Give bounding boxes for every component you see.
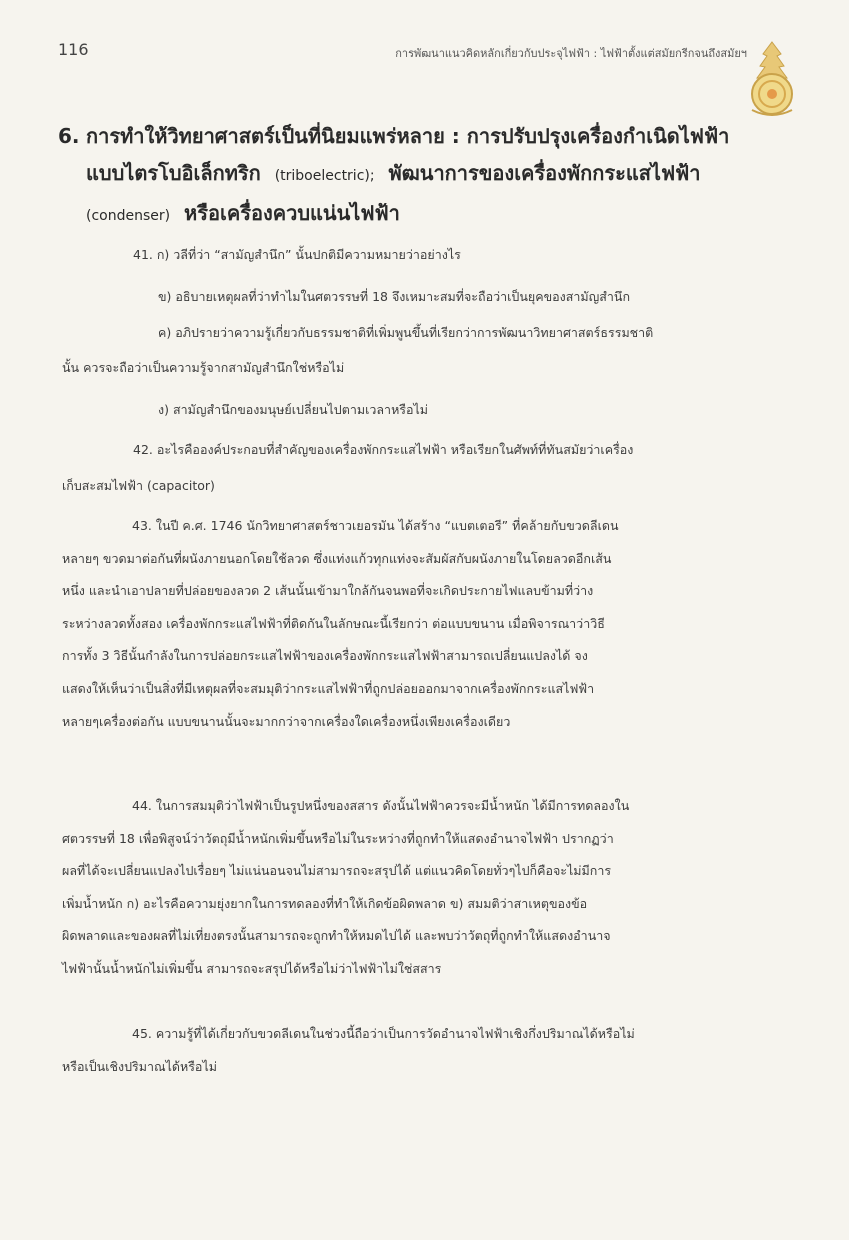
q44-line: 44. ในการสมมุติว่าไฟฟ้าเป็นรูปหนึ่งของสสาร ดังนั้นไฟฟ้าควรจะมีน้ำหนัก ได้มีการทดลองใน: [132, 798, 630, 813]
section-title-latin-2: (condenser): [86, 208, 171, 224]
section-heading: [58, 118, 798, 235]
institution-emblem-icon: [737, 40, 807, 118]
q43-line: หลายๆเครื่องต่อกัน แบบขนานนั้นจะมากกว่าจากเครื่องใดเครื่องหนึ่งเพียงเครื่องเดียว: [62, 713, 511, 729]
q43-line: 43. ในปี ค.ศ. 1746 นักวิทยาศาสตร์ชาวเยอรมัน ได้สร้าง “แบตเตอรี” ที่คล้ายกับขวดลีเดน: [132, 518, 619, 533]
q44-paragraph: [62, 790, 802, 986]
q42-line-2: เก็บสะสมไฟฟ้า (capacitor): [62, 478, 215, 493]
section-number: 6.: [58, 124, 80, 148]
section-title-line-3: หรือเครื่องควบแน่นไฟฟ้า: [184, 201, 400, 225]
q41-part-d: ง) สามัญสำนึกของมนุษย์เปลี่ยนไปตามเวลาหรือไม่: [158, 402, 429, 417]
q44-line: ศตวรรษที่ 18 เพื่อพิสูจน์ว่าวัตถุมีน้ำหนักเพิ่มขึ้นหรือไม่ในระหว่างที่ถูกทำให้แสดงอำนาจไฟฟ้า ปรากฏว่า: [62, 830, 614, 846]
q44-line: เพิ่มน้ำหนัก ก) อะไรคือความยุ่งยากในการทดลองที่ทำให้เกิดข้อผิดพลาด ข) สมมติว่าสาเหตุของข้อ: [62, 895, 588, 911]
q43-line: แสดงให้เห็นว่าเป็นสิ่งที่มีเหตุผลที่จะสมมุติว่ากระแสไฟฟ้าที่ถูกปล่อยออกมาจากเครื่องพักกระแสไฟฟ้า: [62, 680, 595, 696]
section-title-line-2b: พัฒนาการของเครื่องพักกระแสไฟฟ้า: [388, 161, 701, 185]
q44-line: ผลที่ได้จะเปลี่ยนแปลงไปเรื่อยๆ ไม่แน่นอนจนไม่สามารถจะสรุปได้ แต่แนวคิดโดยทั่วๆไปก็คือจะไม่มีการ: [62, 863, 612, 879]
q43-line: หนึ่ง และนำเอาปลายที่ปล่อยของลวด 2 เส้นนั้นเข้ามาใกล้กันจนพอที่จะเกิดประกายไฟแลบข้ามที่ว่าง: [62, 583, 594, 599]
section-title-line-2a: แบบไตรโบอิเล็กทริก: [86, 161, 261, 185]
page-number: 116: [58, 40, 89, 59]
q45-paragraph: [62, 1018, 802, 1083]
section-title-latin-1: (triboelectric);: [274, 168, 375, 184]
running-title: การพัฒนาแนวคิดหลักเกี่ยวกับประจุไฟฟ้า : ไฟฟ้าตั้งแต่สมัยกรีกจนถึงสมัยฯ: [395, 47, 747, 60]
q44-line: ไฟฟ้านั้นน้ำหนักไม่เพิ่มขึ้น สามารถจะสรุปได้หรือไม่ว่าไฟฟ้าไม่ใช่สสาร: [62, 960, 442, 976]
q44-line: ผิดพลาดและของผลที่ไม่เที่ยงตรงนั้นสามารถจะถูกทำให้หมดไปได้ และพบว่าวัตถุที่ถูกทำให้แสดงอำนาจ: [62, 928, 611, 944]
section-title-line-1: การทำให้วิทยาศาสตร์เป็นที่นิยมแพร่หลาย : การปรับปรุงเครื่องกำเนิดไฟฟ้า: [86, 124, 730, 148]
q41-part-b: ข) อธิบายเหตุผลที่ว่าทำไมในศตวรรษที่ 18 จึงเหมาะสมที่จะถือว่าเป็นยุคของสามัญสำนึก: [158, 289, 631, 304]
q41-part-c-line-1: ค) อภิปรายว่าความรู้เกี่ยวกับธรรมชาติที่เพิ่มพูนขึ้นที่เรียกว่าการพัฒนาวิทยาศาสตร์ธรรมชาติ: [158, 325, 654, 340]
q41-part-c-line-2: นั้น ควรจะถือว่าเป็นความรู้จากสามัญสำนึกใช่หรือไม่: [62, 360, 345, 375]
q41-part-a: 41. ก) วลีที่ว่า “สามัญสำนึก” นั้นปกติมีความหมายว่าอย่างไร: [133, 247, 461, 262]
q45-line: 45. ความรู้ที่ได้เกี่ยวกับขวดลีเดนในช่วงนี้ถือว่าเป็นการวัดอำนาจไฟฟ้าเชิงกึ่งปริมาณได้หรือไม่: [132, 1026, 635, 1041]
q45-line: หรือเป็นเชิงปริมาณได้หรือไม่: [62, 1058, 217, 1074]
q43-paragraph: [62, 510, 802, 738]
q43-line: การทั้ง 3 วิธีนั้นกำลังในการปล่อยกระแสไฟฟ้าของเครื่องพักกระแสไฟฟ้าสามารถเปลี่ยนแปลงได้ จง: [62, 648, 588, 664]
q43-line: ระหว่างลวดทั้งสอง เครื่องพักกระแสไฟฟ้าที่ติดกันในลักษณะนี้เรียกว่า ต่อแบบขนาน เมื่อพิจารณาว่าวิธี: [62, 615, 605, 631]
q42-line-1: 42. อะไรคือองค์ประกอบที่สำคัญของเครื่องพักกระแสไฟฟ้า หรือเรียกในศัพท์ที่ทันสมัยว่าเครื่อง: [133, 442, 634, 457]
q43-line: หลายๆ ขวดมาต่อกันที่ผนังภายนอกโดยใช้ลวด ซึ่งแท่งแก้วทุกแท่งจะสัมผัสกับผนังภายในโดยลวดอีกเส้น: [62, 550, 612, 566]
